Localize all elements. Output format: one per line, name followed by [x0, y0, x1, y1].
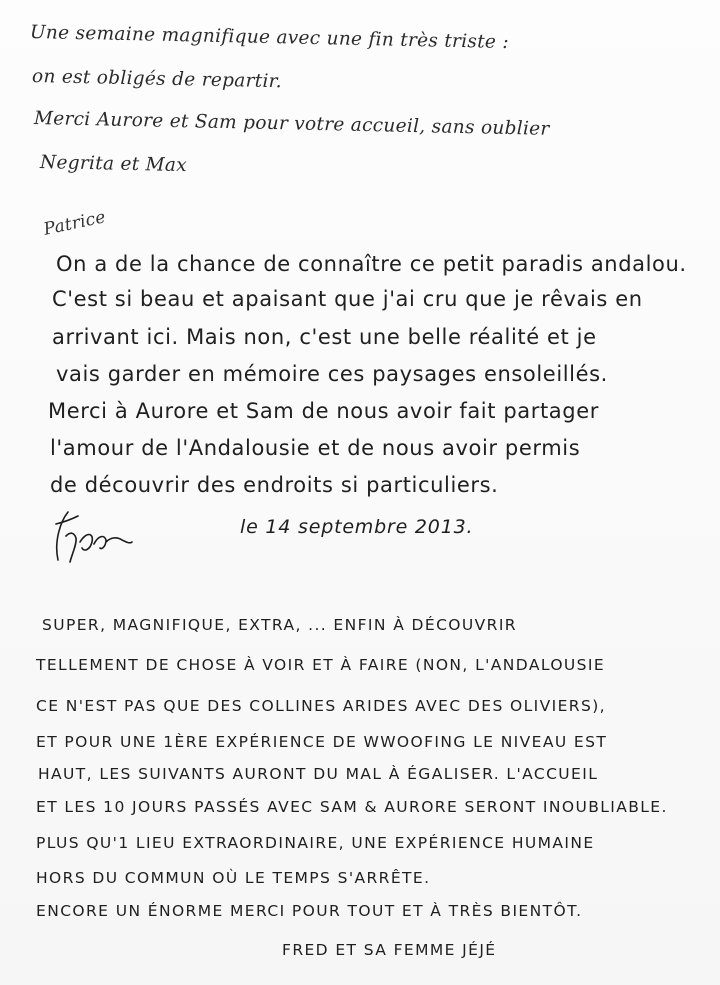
note-3-line: ET POUR UNE 1ÈRE EXPÉRIENCE DE WWOOFING LE NIVEAU EST [36, 733, 608, 751]
note-3-line: ET LES 10 JOURS PASSÉS AVEC SAM & AURORE SERONT INOUBLIABLE. [36, 798, 668, 816]
note-1-line: Negrita et Max [39, 152, 188, 177]
note-1-line: Une semaine magnifique avec une fin très triste : [29, 22, 510, 54]
note-1-line: Merci Aurore et Sam pour votre accueil, sans oublier [33, 108, 550, 140]
note-3-signature: FRED ET SA FEMME JÉJÉ [282, 941, 497, 959]
note-2-date: le 14 septembre 2013. [240, 516, 474, 538]
note-2-line: vais garder en mémoire ces paysages ensoleillés. [56, 362, 608, 386]
note-3-line: HORS DU COMMUN OÙ LE TEMPS S'ARRÊTE. [36, 869, 431, 887]
note-3-line: ENCORE UN ÉNORME MERCI POUR TOUT ET À TRÈS BIENTÔT. [36, 902, 583, 920]
note-3-line: TELLEMENT DE CHOSE À VOIR ET À FAIRE (NON, L'ANDALOUSIE [36, 656, 606, 674]
note-3-line: PLUS QU'1 LIEU EXTRAORDINAIRE, UNE EXPÉRIENCE HUMAINE [36, 834, 595, 852]
note-3-line: HAUT, LES SUIVANTS AURONT DU MAL À ÉGALISER. L'ACCUEIL [38, 765, 599, 783]
note-1-line: on est obligés de repartir. [31, 66, 283, 93]
note-1-signature: Patrice [41, 207, 108, 240]
note-2-signature [44, 502, 134, 572]
note-2-line: arrivant ici. Mais non, c'est une belle réalité et je [52, 325, 597, 349]
note-3-line: SUPER, MAGNIFIQUE, EXTRA, ... ENFIN À DÉCOUVRIR [42, 616, 517, 634]
note-2-line: de découvrir des endroits si particuliers. [50, 473, 499, 497]
note-3-line: CE N'EST PAS QUE DES COLLINES ARIDES AVEC DES OLIVIERS), [36, 697, 606, 715]
note-2-line: C'est si beau et apaisant que j'ai cru que je rêvais en [52, 287, 643, 311]
note-2-line: Merci à Aurore et Sam de nous avoir fait partager [48, 399, 599, 423]
note-2-line: On a de la chance de connaître ce petit paradis andalou. [56, 252, 687, 276]
note-2-line: l'amour de l'Andalousie et de nous avoir permis [50, 436, 581, 460]
